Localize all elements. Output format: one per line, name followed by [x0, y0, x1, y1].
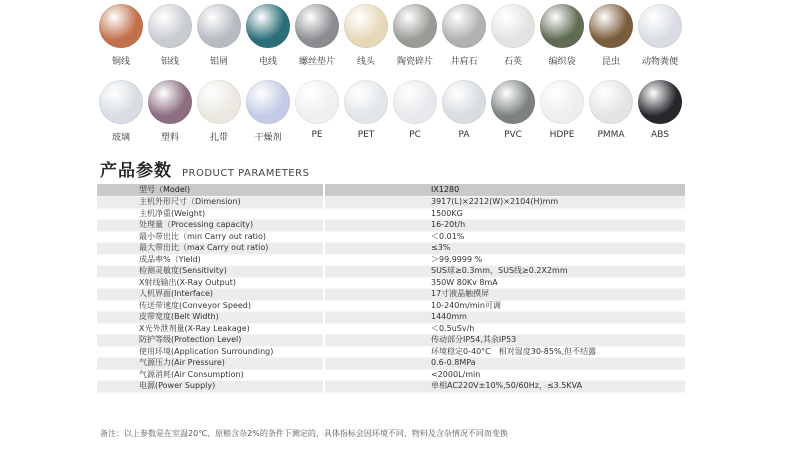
param-value: 16-20t/h	[324, 220, 685, 232]
sample-label: HDPE	[549, 130, 575, 140]
sample-image	[589, 80, 633, 124]
sample-label: 陶瓷碎片	[396, 57, 433, 67]
footnote: 备注：以上参数是在室温20℃、原粮含杂2%的条件下测定的，具体指标会因环境不同、物料及含杂情况不同而变换	[100, 429, 508, 438]
sample-item	[586, 4, 636, 67]
sample-row-1	[96, 4, 696, 80]
sample-label: PE	[311, 130, 323, 140]
sample-image	[589, 4, 633, 48]
table-row	[97, 312, 685, 324]
table-row	[97, 369, 685, 381]
sample-label: 铜线	[111, 57, 130, 67]
sample-item	[96, 80, 146, 143]
table-row	[97, 231, 685, 243]
sample-label: 昆虫	[601, 57, 620, 67]
sample-image	[540, 4, 584, 48]
table-row	[97, 346, 685, 358]
param-name: 主机净重(Weight)	[97, 208, 324, 220]
param-name: 最小带出比（min Carry out ratio)	[97, 231, 324, 243]
sample-label: PC	[409, 130, 421, 140]
param-value: 传动部分IP54,其余IP53	[324, 335, 685, 347]
sample-label: 编织袋	[548, 57, 576, 67]
table-row	[97, 358, 685, 370]
param-value: SUS球≥0.3mm，SUS线≥0.2X2mm	[324, 266, 685, 278]
param-name: 处理量（Processing capacity)	[97, 220, 324, 232]
param-value: ≤3%	[324, 243, 685, 255]
sample-label: 扎带	[209, 133, 228, 143]
table-row	[97, 197, 685, 209]
param-value: ＞99.9999 %	[324, 254, 685, 266]
param-name: 检测灵敏度(Sensitivity)	[97, 266, 324, 278]
sample-label: 铝屑	[209, 57, 228, 67]
param-value: ＜0.5uSv/h	[324, 323, 685, 335]
parameters-table	[97, 184, 685, 393]
sample-label: 干燥剂	[254, 133, 282, 143]
param-name: 气源消耗(Air Consumption)	[97, 369, 324, 381]
table-row	[97, 208, 685, 220]
sample-item	[243, 4, 293, 67]
param-value: IX1280	[324, 184, 685, 197]
sample-item	[390, 4, 440, 67]
sample-label: 螺丝垫片	[298, 57, 335, 67]
table-row	[97, 335, 685, 347]
table-row	[97, 254, 685, 266]
param-value: 1440mm	[324, 312, 685, 324]
sample-item	[439, 80, 489, 140]
param-value: ＜0.01%	[324, 231, 685, 243]
sample-item	[194, 4, 244, 67]
sample-item	[341, 80, 391, 140]
sample-label: ABS	[651, 130, 669, 140]
param-value: 环境稳定0-40°C 相对湿度30-85%,但不结露	[324, 346, 685, 358]
sample-image	[442, 4, 486, 48]
sample-item	[586, 80, 636, 140]
sample-item	[194, 80, 244, 143]
sample-item	[96, 4, 146, 67]
param-name: 最大带出比（max Carry out ratio)	[97, 243, 324, 255]
sample-item	[635, 4, 685, 67]
sample-label: 线头	[356, 57, 375, 67]
param-value: 单相AC220V±10%,50/60Hz，≤3.5KVA	[324, 381, 685, 393]
sample-image	[638, 4, 682, 48]
sample-row-2	[96, 80, 696, 156]
param-name: 使用环境(Application Surrounding)	[97, 346, 324, 358]
param-name: 型号（Model)	[97, 184, 324, 197]
sample-label: PA	[458, 130, 470, 140]
table-row	[97, 266, 685, 278]
sample-image	[148, 80, 192, 124]
sample-label: 电线	[258, 57, 277, 67]
param-value: 10-240m/min可调	[324, 300, 685, 312]
sample-item	[537, 80, 587, 140]
sample-label: 塑料	[160, 133, 179, 143]
param-name: 气源压力(Air Pressure)	[97, 358, 324, 370]
param-name: X射线输出(X-Ray Output)	[97, 277, 324, 289]
sample-image	[540, 80, 584, 124]
sample-image	[295, 4, 339, 48]
sample-image	[344, 80, 388, 124]
sample-image	[491, 4, 535, 48]
sample-image	[344, 4, 388, 48]
section-heading	[100, 156, 309, 181]
table-row	[97, 289, 685, 301]
sample-item	[488, 80, 538, 140]
sample-item	[439, 4, 489, 67]
sample-image	[393, 80, 437, 124]
sample-image	[491, 80, 535, 124]
sample-label: PET	[357, 130, 375, 140]
table-row	[97, 277, 685, 289]
param-value: 350W 80Kv 8mA	[324, 277, 685, 289]
sample-image	[638, 80, 682, 124]
sample-label: 铝线	[160, 57, 179, 67]
table-row	[97, 300, 685, 312]
sample-label: 动物粪便	[641, 57, 678, 67]
sample-image	[246, 80, 290, 124]
param-name: 主机外形尺寸（Dimension)	[97, 197, 324, 209]
sample-item	[292, 80, 342, 140]
param-value: 0.6-0.8MPa	[324, 358, 685, 370]
sample-image	[295, 80, 339, 124]
sample-image	[442, 80, 486, 124]
sample-image	[148, 4, 192, 48]
param-name: 防护等级(Protection Level)	[97, 335, 324, 347]
table-row	[97, 184, 685, 197]
sample-image	[246, 4, 290, 48]
param-value: 17寸液晶触摸屏	[324, 289, 685, 301]
material-samples	[96, 4, 696, 156]
param-name: X光外泄剂量(X-Ray Leakage)	[97, 323, 324, 335]
param-name: 成品率%（Yield)	[97, 254, 324, 266]
table-row	[97, 243, 685, 255]
param-name: 传送带速度(Conveyor Speed)	[97, 300, 324, 312]
sample-item	[341, 4, 391, 67]
param-name: 电源(Power Supply)	[97, 381, 324, 393]
sample-item	[635, 80, 685, 140]
sample-item	[145, 80, 195, 143]
sample-item	[390, 80, 440, 140]
param-value: 3917(L)×2212(W)×2104(H)mm	[324, 197, 685, 209]
sample-label: 井肩石	[450, 57, 478, 67]
param-name: 皮带宽度(Belt Width)	[97, 312, 324, 324]
sample-item	[145, 4, 195, 67]
sample-label: 玻璃	[111, 133, 130, 143]
table-row	[97, 220, 685, 232]
sample-image	[99, 4, 143, 48]
sample-item	[243, 80, 293, 143]
param-value: 1500KG	[324, 208, 685, 220]
param-value: <2000L/min	[324, 369, 685, 381]
table-row	[97, 381, 685, 393]
sample-image	[197, 4, 241, 48]
sample-item	[488, 4, 538, 67]
param-name: 人机界面(Interface)	[97, 289, 324, 301]
sample-image	[99, 80, 143, 124]
heading-en: PRODUCT PARAMETERS	[182, 168, 310, 179]
sample-label: PVC	[504, 130, 522, 140]
sample-item	[537, 4, 587, 67]
table-row	[97, 323, 685, 335]
sample-image	[197, 80, 241, 124]
sample-image	[393, 4, 437, 48]
sample-label: PMMA	[597, 130, 625, 140]
sample-item	[292, 4, 342, 67]
sample-label: 石英	[503, 57, 522, 67]
heading-cn: 产品参数	[100, 161, 172, 181]
